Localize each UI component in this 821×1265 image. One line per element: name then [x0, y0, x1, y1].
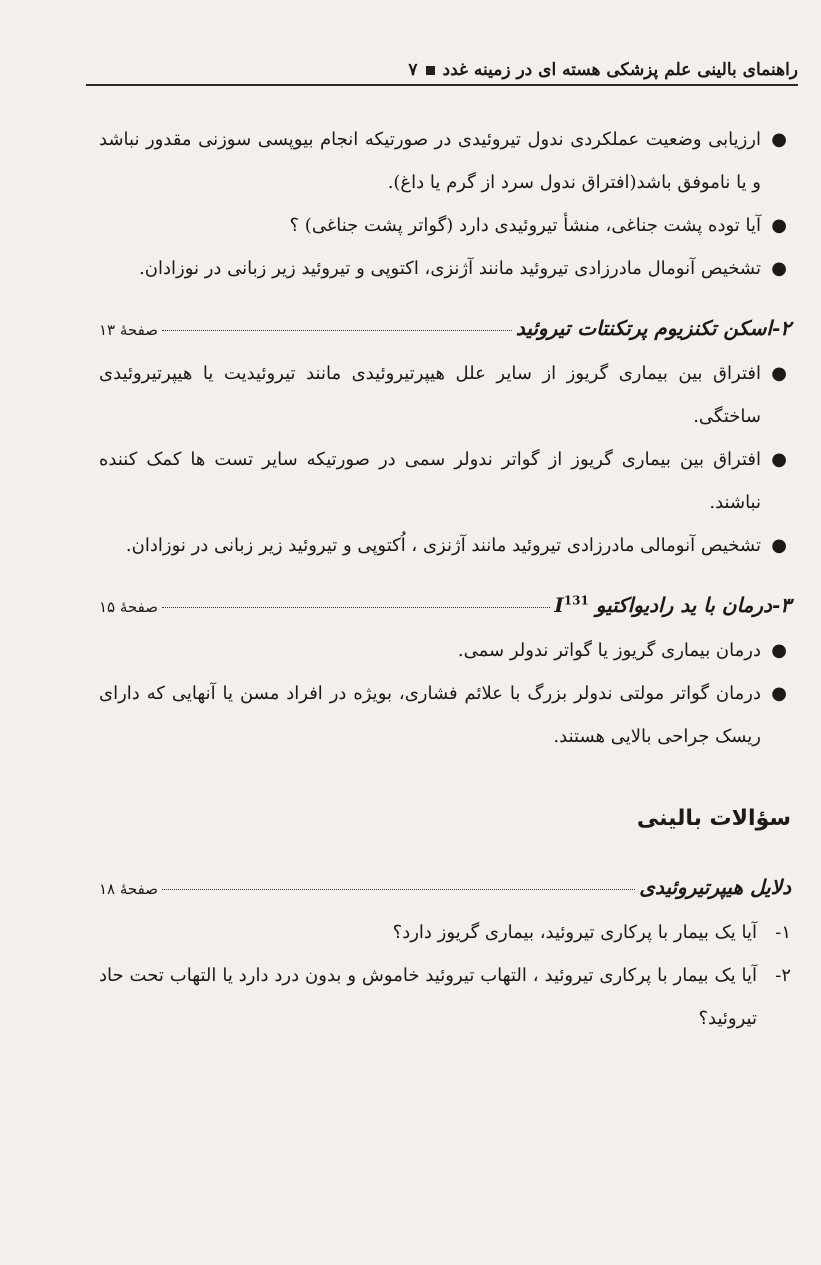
- bullet-text: افتراق بین بیماری گریوز از سایر علل هیپرتیروئیدی مانند تیروئیدیت یا هیپرتیروئیدی ساختگی.: [99, 363, 761, 427]
- bullet-text: درمان بیماری گریوز یا گواتر ندولر سمی.: [457, 640, 761, 661]
- bullet-icon: ●: [771, 535, 787, 556]
- dotted-leader: [162, 607, 550, 608]
- subsection-heading: [99, 875, 791, 911]
- bullet-icon: ●: [771, 129, 787, 150]
- question-text: آیا یک بیمار با پرکاری تیروئید ، التهاب تیروئید خاموش و بدون درد دارد یا التهاب تحت حاد تیروئید؟: [99, 965, 757, 1029]
- bullet-text: تشخیص آنومال مادرزادی تیروئید مانند آژنزی، اکتوپی و تیروئید زیر زبانی در نوزادان.: [139, 258, 761, 279]
- page-content: [99, 118, 791, 1040]
- isotope-superscript: 131: [563, 593, 589, 608]
- section-title: [554, 593, 791, 617]
- page-reference: صفحهٔ ۱۵: [99, 598, 158, 616]
- question-item: [99, 911, 791, 954]
- clinical-questions-heading: سؤالات بالینی: [636, 806, 791, 831]
- list-item: [99, 629, 791, 672]
- question-number: ۱-: [775, 922, 791, 943]
- bullet-text: آیا توده پشت جناغی، منشأ تیروئیدی دارد (گواتر پشت جناغی) ؟: [289, 215, 761, 236]
- page-reference: صفحهٔ ۱۳: [99, 321, 158, 339]
- bullet-icon: ●: [771, 449, 787, 470]
- list-item: [99, 672, 791, 758]
- bullet-icon: ●: [771, 640, 787, 661]
- running-header: [86, 56, 798, 86]
- dotted-leader: [162, 889, 635, 890]
- subsection-title: دلایل هیپرتیروئیدی: [639, 875, 791, 899]
- dotted-leader: [162, 330, 512, 331]
- section-heading-2: [99, 316, 791, 352]
- bullet-text: ارزیابی وضعیت عملکردی ندول تیروئیدی در صورتیکه انجام بیوپسی سوزنی مقدور نباشد و یا ناموفق باشد(افتراق ندول سرد از گرم یا داغ).: [99, 129, 761, 193]
- question-number: ۲-: [775, 965, 791, 986]
- section-title: ۲-اسکن تکنزیوم پرتکنتات تیروئید: [515, 316, 791, 340]
- section-title-text: ۳-درمان با ید رادیواکتیو I: [554, 593, 791, 617]
- header-page-number: ۷: [408, 60, 418, 80]
- list-item: [99, 524, 791, 567]
- bullet-icon: ●: [771, 258, 787, 279]
- question-text: آیا یک بیمار با پرکاری تیروئید، بیماری گریوز دارد؟: [392, 922, 757, 943]
- bullet-icon: ●: [771, 683, 787, 704]
- bullet-icon: ●: [771, 363, 787, 384]
- list-item: [99, 438, 791, 524]
- bullet-text: درمان گواتر مولتی ندولر بزرگ با علائم فشاری، بویژه در افراد مسن یا آنهایی که دارای ریسک جراحی بالایی هستند.: [99, 683, 761, 747]
- question-item: [99, 954, 791, 1040]
- section-heading-3: [99, 593, 791, 629]
- page-reference: صفحهٔ ۱۸: [99, 880, 158, 898]
- list-item: [99, 204, 791, 247]
- header-title: راهنمای بالینی علم پزشکی هسته ای در زمینه غدد: [442, 60, 798, 80]
- bullet-text: افتراق بین بیماری گریوز از گواتر ندولر سمی در صورتیکه سایر تست ها کمک کننده نباشند.: [99, 449, 761, 513]
- bullet-icon: ●: [771, 215, 787, 236]
- list-item: [99, 247, 791, 290]
- list-item: [99, 118, 791, 204]
- list-item: [99, 352, 791, 438]
- bullet-text: تشخیص آنومالی مادرزادی تیروئید مانند آژنزی ، اُکتوپی و تیروئید زیر زبانی در نوزادان.: [125, 535, 761, 556]
- header-square-icon: [426, 66, 435, 75]
